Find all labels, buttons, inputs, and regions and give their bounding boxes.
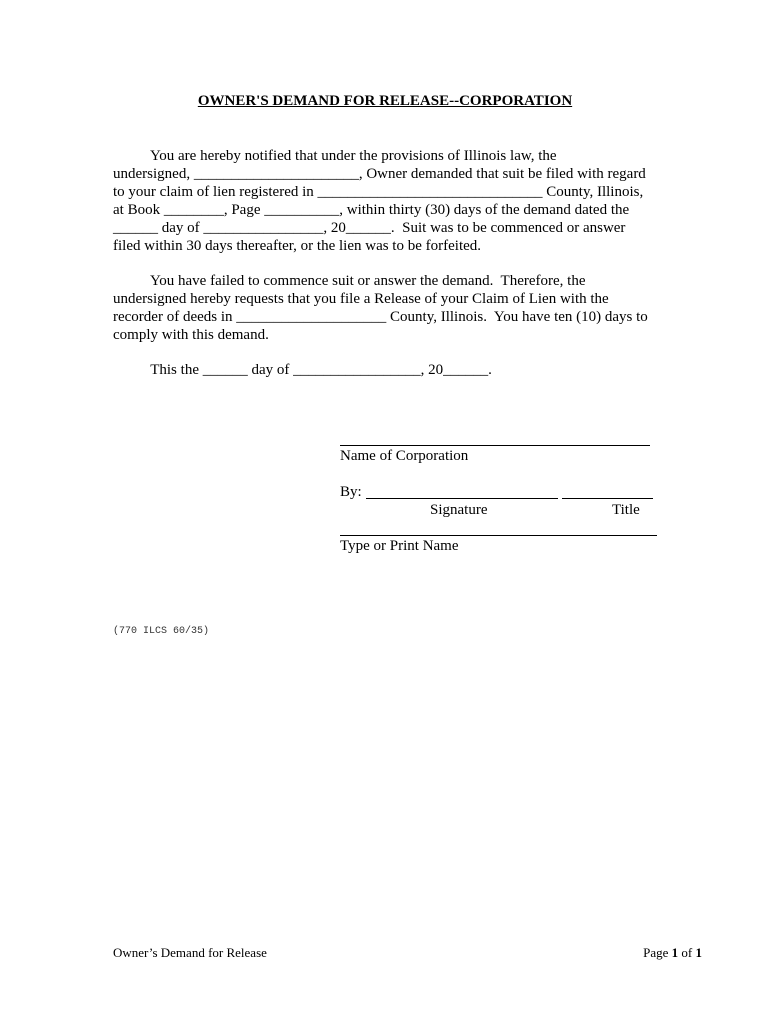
by-label: By: [340,484,362,500]
page-word: Page [643,945,669,960]
page-of: of [681,945,693,960]
page-current: 1 [671,945,679,960]
title-line [606,498,653,499]
signature-line [366,498,558,499]
print-name-label: Type or Print Name [340,538,459,554]
corporation-name-line [340,445,650,446]
paragraph-line: You have failed to commence suit or answer the demand. Therefore, the [113,273,586,289]
paragraph-line: You are hereby notified that under the provisions of Illinois law, the [113,148,557,164]
footer-document-name: Owner’s Demand for Release [113,945,267,960]
title-label: Title [612,502,640,518]
paragraph-date [113,361,673,379]
paragraph-request [113,272,673,344]
title-line-accent [562,498,606,499]
paragraph-line: This the ______ day of _________________, 20______. [113,362,492,378]
print-name-line [340,535,657,536]
paragraph-line: filed within 30 days thereafter, or the lien was to be forfeited. [113,238,482,254]
corporation-name-label: Name of Corporation [340,448,469,464]
paragraph-line: undersigned, ______________________, Owner demanded that suit be filed with regard [113,166,646,182]
paragraph-line: undersigned hereby requests that you file a Release of your Claim of Lien with the [113,291,609,307]
paragraph-line: to your claim of lien registered in ______________________________ County, Illinois, [113,184,644,200]
paragraph-line: ______ day of ________________, 20______. Suit was to be commenced or answer [113,220,626,236]
paragraph-line: comply with this demand. [113,327,269,343]
footer-page-number [643,945,702,961]
document-title: OWNER'S DEMAND FOR RELEASE--CORPORATION [197,93,573,109]
page-total: 1 [695,945,702,960]
statute-citation: (770 ILCS 60/35) [113,626,210,637]
paragraph-line: recorder of deeds in ____________________ County, Illinois. You have ten (10) days to [113,309,648,325]
paragraph-notice [113,147,673,255]
paragraph-line: at Book ________, Page __________, within thirty (30) days of the demand dated the [113,202,630,218]
signature-label: Signature [430,502,488,518]
